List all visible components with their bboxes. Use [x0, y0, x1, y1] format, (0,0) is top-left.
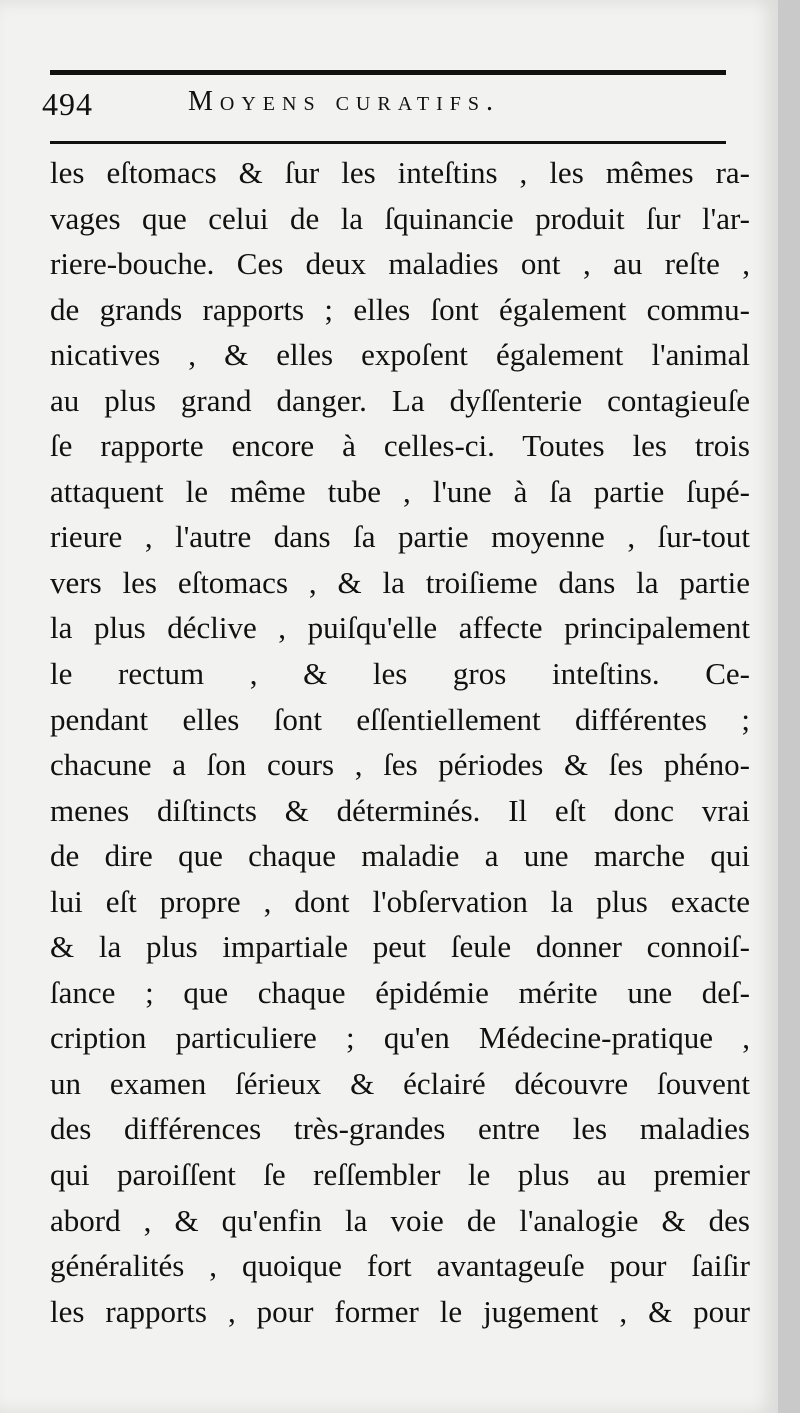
text-line: lui eſt propre , dont l'obſervation la plus exacte	[50, 883, 750, 919]
text-line: un examen ſérieux & éclairé découvre ſouvent	[50, 1065, 750, 1101]
text-line: nicatives , & elles expoſent également l'animal	[50, 337, 750, 373]
text-line: les eſtomacs & ſur les inteſtins , les mêmes ra-	[50, 155, 750, 190]
text-line: vages que celui de la ſquinancie produit ſur l'ar-	[50, 200, 750, 236]
body-text	[50, 150, 750, 1334]
text-line: ſe rapporte encore à celles-ci. Toutes les trois	[50, 428, 750, 464]
page-number: 494	[42, 86, 93, 122]
text-line: qui paroiſſent ſe reſſembler le plus au premier	[50, 1157, 750, 1193]
text-line: les rapports , pour former le jugement , & pour	[50, 1293, 750, 1329]
text-line: au plus grand danger. La dyſſenterie contagieuſe	[50, 382, 750, 418]
text-line: la plus déclive , puiſqu'elle affecte principalement	[50, 610, 750, 646]
header-rule-bottom	[50, 141, 726, 144]
text-line: vers les eſtomacs , & la troiſieme dans la partie	[50, 564, 750, 600]
text-line: & la plus impartiale peut ſeule donner connoiſ-	[50, 929, 750, 965]
text-line: généralités , quoique fort avantageuſe pour ſaiſir	[50, 1248, 750, 1284]
text-line: abord , & qu'enfin la voie de l'analogie & des	[50, 1202, 750, 1238]
text-line: pendant elles ſont eſſentiellement différentes ;	[50, 701, 750, 737]
text-line: attaquent le même tube , l'une à ſa partie ſupé-	[50, 473, 750, 509]
text-line: de grands rapports ; elles ſont également commu-	[50, 291, 750, 327]
text-line: cription particuliere ; qu'en Médecine-pratique ,	[50, 1020, 750, 1056]
text-line: chacune a ſon cours , ſes périodes & ſes phéno-	[50, 747, 750, 783]
header-rule-top	[50, 70, 726, 75]
text-line: riere-bouche. Ces deux maladies ont , au reſte ,	[50, 246, 750, 282]
text-line: rieure , l'autre dans ſa partie moyenne , ſur-tout	[50, 519, 750, 555]
text-line: des différences très-grandes entre les maladies	[50, 1111, 750, 1147]
text-line: ſance ; que chaque épidémie mérite une deſ-	[50, 974, 750, 1010]
text-line: menes diſtincts & déterminés. Il eſt donc vrai	[50, 792, 750, 828]
text-line: le rectum , & les gros inteſtins. Ce-	[50, 656, 750, 692]
running-title: Moyens curatifs.	[188, 86, 501, 117]
text-line: de dire que chaque maladie a une marche qui	[50, 838, 750, 874]
running-header	[40, 86, 760, 130]
